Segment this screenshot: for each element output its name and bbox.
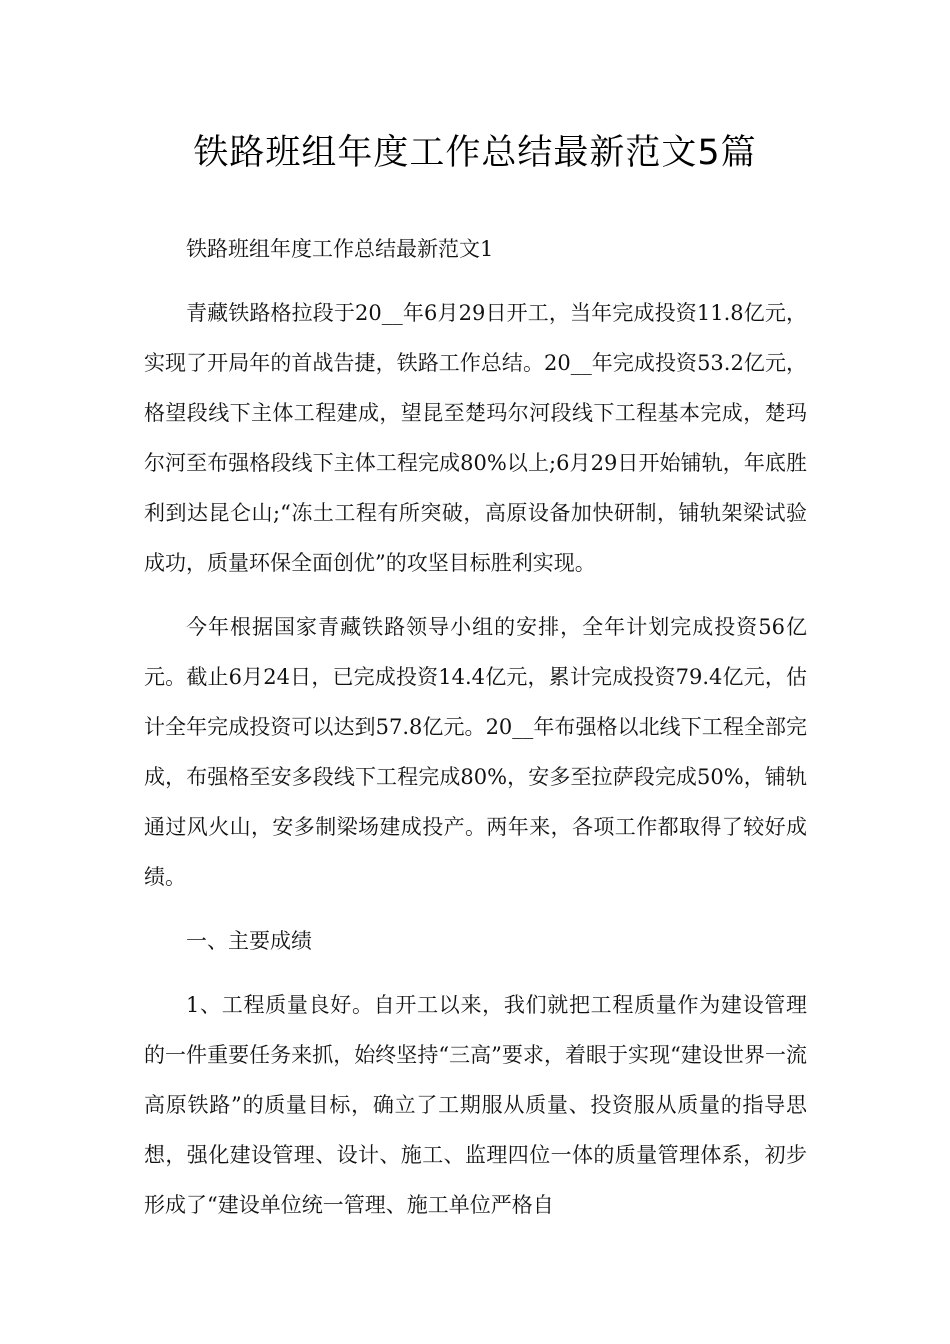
section-heading: 一、主要成绩 [186,929,312,953]
body-paragraph: 今年根据国家青藏铁路领导小组的安排，全年计划完成投资56亿元。截止6月24日，已完成投资14.4亿元，累计完成投资79.4亿元，估计全年完成投资可以达到57.8亿元。20__年布强格以北线下工程全部完成，布强格至安多段线下工程完成80%，安多至拉萨段完成50%，铺轨通过风火山，安多制梁场建成投产。两年来，各项工作都取得了较好成绩。 [144,615,807,889]
document-title: 铁路班组年度工作总结最新范文5篇 [193,133,757,173]
document-body [144,224,807,1244]
body-paragraph: 青藏铁路格拉段于20__年6月29日开工，当年完成投资11.8亿元，实现了开局年的首战告捷，铁路工作总结。20__年完成投资53.2亿元，格望段线下主体工程建成，望昆至楚玛尔河段线下工程基本完成，楚玛尔河至布强格段线下主体工程完成80%以上;6月29日开始铺轨，年底胜利到达昆仑山;“冻土工程有所突破，高原设备加快研制，铺轨架梁试验成功，质量环保全面创优”的攻坚目标胜利实现。 [144,301,807,575]
body-paragraph: 1、工程质量良好。自开工以来，我们就把工程质量作为建设管理的一件重要任务来抓，始终坚持“三高”要求，着眼于实现“建设世界一流高原铁路”的质量目标，确立了工期服从质量、投资服从质量的指导思想，强化建设管理、设计、施工、监理四位一体的质量管理体系，初步形成了“建设单位统一管理、施工单位严格自 [144,993,807,1217]
section-heading: 铁路班组年度工作总结最新范文1 [186,237,494,261]
